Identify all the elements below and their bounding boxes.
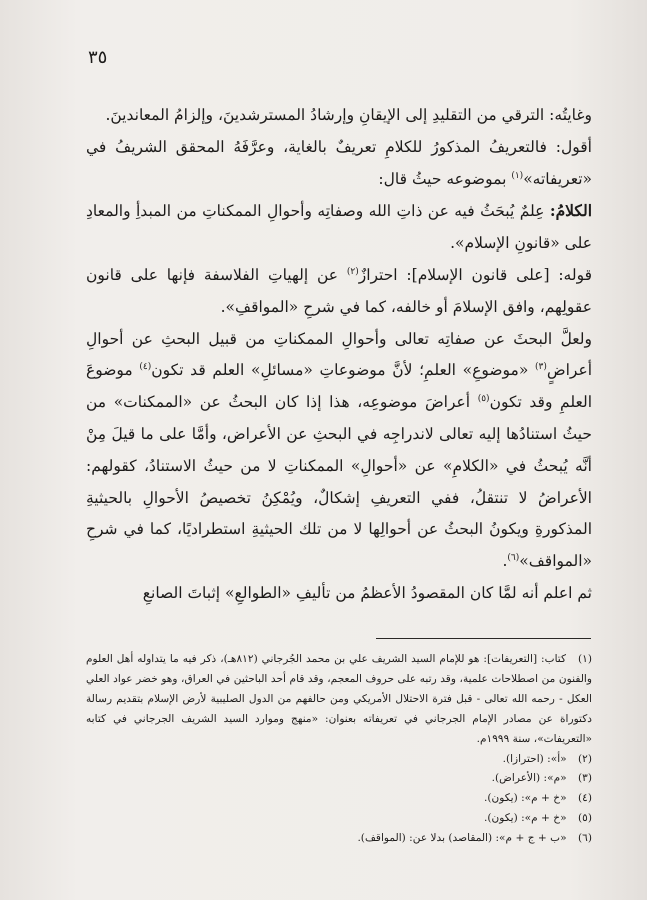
discussion-text-b: «موضوعِ» العلمِ؛ لأنَّ موضوعاتِ «مسائلِ» العلم قد تكون [151,361,535,380]
footnote-item [86,750,592,770]
term-kalam: الكلامُ: [549,201,592,221]
page-number: ٣٥ [88,47,108,68]
paragraph-closing: ثم اعلم أنه لمَّا كان المقصودُ الأعظمُ من تأليفِ «الطوالعِ» إثباتَ الصانعِ [142,583,592,602]
commentary-text-a: قوله: [على قانون الإسلام]: احترازٌ [358,265,592,284]
paragraph-definition [86,132,592,196]
footnote-ref-5[interactable]: (٥) [477,394,490,405]
footnote-number: (٤) [578,792,592,805]
footnote-item [86,769,592,789]
main-text [86,100,592,610]
footnote-item [86,650,592,750]
paragraph-kalam-text: عِلمٌ يُبحَثُ فيه عن ذاتِ الله وصفاتِه وأحوالِ الممكناتِ من المبدأِ والمعادِ على «قانونِ الإسلام». [86,202,592,253]
footnote-item [86,809,592,829]
paragraph-discussion [86,324,592,578]
footnote-ref-3[interactable]: (٣) [534,362,547,373]
footnote-text: «خ + م»: (يكون). [484,792,567,805]
commentary-text-b: عن إلهياتِ الفلاسفة فإنها على قانون عقولِهم، وافق الإسلامَ أو خالفه، كما في شرحِ «المواقفِ». [86,265,592,316]
footnote-item [86,789,592,809]
footnote-divider [376,638,591,639]
footnote-ref-4[interactable]: (٤) [139,362,152,373]
footnote-text: «م»: (الأعراض). [491,772,567,785]
footnote-text: «أ»: (احترازا). [502,752,567,765]
footnote-ref-6[interactable]: (٦) [507,553,520,563]
discussion-text-d: أعراضَ موضوعِه، هذا إذا كان البحثُ عن «الممكنات» من حيثُ استنادُها إليه تعالى لاندراجِه في البحثِ عن الأعراض، وأمَّا على ما قيلَ مِنْ أنَّه يُبحثُ في «الكلامِ» عن «أحوالِ» الممكناتِ لا من حيثُ الاستنادُ، كقولهم: الأعراضُ لا تنتقلُ، ففي التعريفِ إشكالٌ، ويُمْكِنُ تخصيصُ الأحوالِ بالحيثيةِ المذكورةِ ويكونُ البحثُ عن أحوالِها لا من تلك الحيثيةِ استطراديًا، كما في شرحِ «المواقف» [86,393,592,571]
footnote-number: (٢) [578,752,592,765]
footnote-item [86,829,592,849]
discussion-text-a: ولعلَّ البحثَ عن صفاتِه تعالى وأحوالِ الممكناتِ من قبيل البحثِ عن أحوالِ أعراضٍ [86,329,593,380]
footnote-ref-1[interactable]: (١) [511,170,524,181]
discussion-text-end: . [502,552,508,571]
paragraph-definition-text: أقول: فالتعريفُ المذكورُ للكلامِ تعريفٌ بالغاية، وعرَّفَهُ المحقق الشريفُ في «تعريفاته» [86,137,592,188]
footnote-text: «خ + م»: (يكون). [484,812,567,825]
paragraph-goal: وغايتُه: الترقي من التقليدِ إلى الإيقانِ وإرشادُ المسترشدينَ، وإلزامُ المعاندينَ. [105,106,592,124]
footnote-text: «ب + ج + م»: (المقاصد) بدلا عن: (المواقف). [357,832,567,845]
footnote-number: (٥) [578,812,592,825]
footnote-number: (١) [578,653,593,665]
footnotes [86,650,592,849]
footnote-ref-2[interactable]: (٢) [346,266,359,277]
paragraph-kalam [86,195,592,260]
footnote-number: (٣) [578,772,592,785]
paragraph-commentary [86,260,592,324]
discussion-text-c: موضوعَ العلمِ وقد تكون [86,361,592,412]
footnote-text: كتاب: [التعريفات]: هو للإمام السيد الشريف علي بن محمد الجُرجاني (٨١٢هـ)، ذكر فيه ما يتداوله أهل العلوم والفنون من اصطلاحات علمية، وقد رتبه على حروف المعجم، وقد قام أحد الباحثين في العراق، وهو خضر عواد العلي العكل - رحمه الله تعالى - قبل فترة الاحتلال الأمريكي ومن حالفهم من الدول الصليبية لأرض الإسلام بتقديم رسالة دكتوراة عن مصادر الإمام الجرجاني في تعريفاته بعنوان: «منهج وموارد السيد الشريف الجرجاني في كتابه «التعريفات»، سنة ١٩٩٩م. [86,653,592,745]
paragraph-definition-end: بموضوعه حيثُ قال: [378,169,512,188]
footnote-number: (٦) [578,832,592,845]
